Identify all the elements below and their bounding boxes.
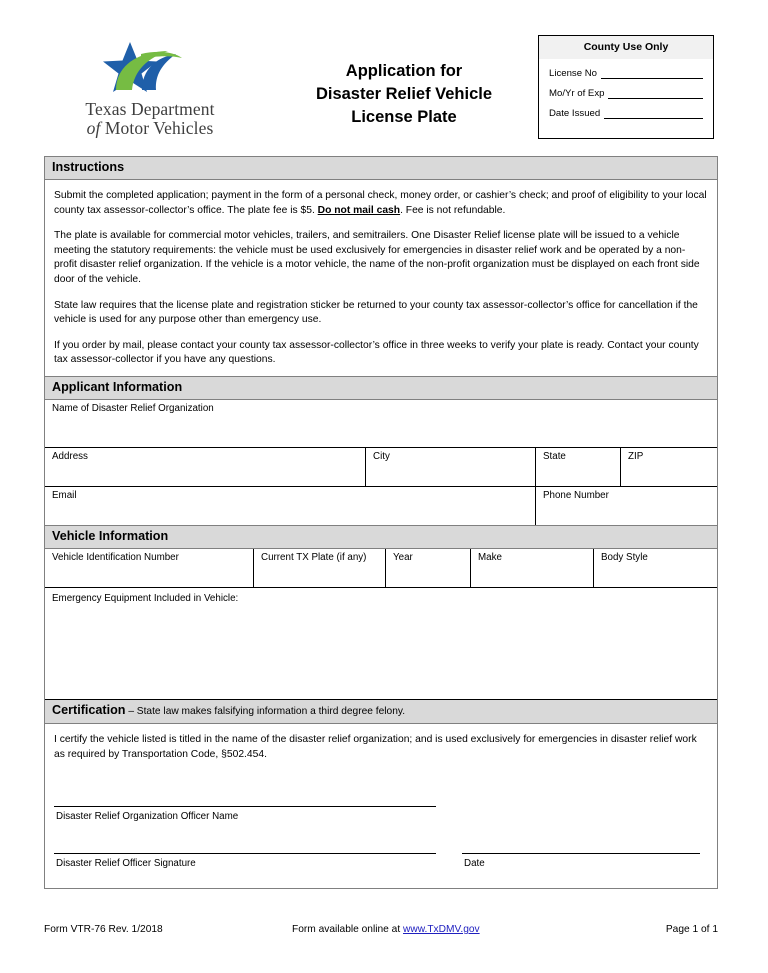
- officer-signature-label: Disaster Relief Officer Signature: [56, 858, 196, 870]
- address-field[interactable]: [45, 448, 366, 486]
- applicant-org-row: [45, 400, 717, 448]
- license-no-label: License No: [549, 68, 597, 79]
- txdmv-website-link[interactable]: www.TxDMV.gov: [403, 924, 480, 935]
- txdmv-logo-icon: [86, 40, 214, 98]
- state-label: State: [543, 450, 566, 462]
- make-label: Make: [478, 551, 502, 563]
- certification-body: [45, 724, 717, 762]
- date-label: Date: [464, 858, 485, 870]
- txdmv-logo-text: [50, 100, 250, 138]
- section-header-applicant-information: [45, 376, 717, 400]
- state-field[interactable]: [536, 448, 621, 486]
- section-header-certification: [45, 700, 717, 724]
- phone-number-label: Phone Number: [543, 489, 609, 501]
- instructions-paragraph-2: The plate is available for commercial motor vehicles, trailers, and semitrailers. One Disaster Relief license plate will be issued to a vehicle meeting the statutory requirements: the vehicle must be used exclusively for emergencies in disaster relief work and be operated by a non-profit disaster relief organization. If the vehicle is a motor vehicle, the name of the non-profit organization must be displayed on each front side door of the vehicle.: [54, 230, 700, 285]
- org-name-label: Name of Disaster Relief Organization: [52, 402, 214, 414]
- county-use-only-title: County Use Only: [539, 36, 713, 59]
- title-line-2: Disaster Relief Vehicle: [315, 85, 493, 103]
- footer-form-id: Form VTR-76 Rev. 1/2018: [44, 924, 163, 935]
- signature-area: [45, 762, 717, 888]
- mo-yr-exp-row: [549, 88, 703, 99]
- emergency-equipment-label: Emergency Equipment Included in Vehicle:: [52, 592, 239, 604]
- certification-subheading: – State law makes falsifying information a third degree felony.: [125, 705, 406, 717]
- section-header-instructions: [45, 157, 717, 180]
- city-field[interactable]: [366, 448, 536, 486]
- current-tx-plate-label: Current TX Plate (if any): [261, 551, 367, 563]
- make-field[interactable]: [471, 549, 594, 587]
- do-not-mail-cash-emphasis: Do not mail cash: [317, 204, 401, 216]
- vin-label: Vehicle Identification Number: [52, 551, 179, 563]
- emergency-equipment-field[interactable]: [45, 588, 717, 700]
- officer-name-label: Disaster Relief Organization Officer Name: [56, 811, 239, 823]
- logo-line-2: of Motor Vehicles: [86, 118, 214, 138]
- title-line-1: Application for: [345, 62, 463, 80]
- section-header-vehicle-information: [45, 525, 717, 549]
- instructions-body: [45, 180, 717, 376]
- certification-heading: Certification: [52, 702, 126, 717]
- date-issued-input[interactable]: [604, 108, 703, 119]
- applicant-information-heading: Applicant Information: [52, 379, 183, 394]
- instructions-paragraph-3: State law requires that the license plate and registration sticker be returned to your county tax assessor-collector’s office for cancellation if the vehicle is used for any purpose other than emergency use.: [54, 299, 698, 326]
- page-footer: [44, 924, 718, 935]
- vehicle-details-row: [45, 549, 717, 588]
- body-style-label: Body Style: [601, 551, 648, 563]
- logo-line-1: Texas Department: [85, 99, 215, 119]
- instructions-heading: Instructions: [52, 160, 125, 174]
- email-label: Email: [52, 489, 77, 501]
- officer-signature-line[interactable]: [54, 853, 436, 854]
- body-style-field[interactable]: [594, 549, 716, 587]
- county-use-only-box: [538, 35, 714, 139]
- mo-yr-exp-label: Mo/Yr of Exp: [549, 88, 605, 99]
- page-title: [259, 60, 549, 129]
- email-field[interactable]: [45, 487, 536, 525]
- zip-label: ZIP: [628, 450, 644, 462]
- title-line-3: License Plate: [351, 108, 457, 126]
- date-issued-label: Date Issued: [549, 108, 601, 119]
- license-no-input[interactable]: [601, 68, 703, 79]
- applicant-address-row: [45, 448, 717, 487]
- page-header: [44, 28, 718, 146]
- date-issued-row: [549, 108, 703, 119]
- instructions-paragraph-4: If you order by mail, please contact your county tax assessor-collector’s office in three weeks to verify your plate is ready. Contact your county tax assessor-collector if you have any questions.: [54, 339, 699, 366]
- zip-field[interactable]: [621, 448, 716, 486]
- instructions-paragraph-1: Submit the completed application; payment in the form of a personal check, money order, or cashier’s check; and proof of eligibility to your local county tax assessor-collector’s office. The plate fee is $5. Do not mail cash. Fee is not refundable.: [54, 190, 707, 216]
- license-no-row: [549, 68, 703, 79]
- org-name-field[interactable]: [45, 400, 717, 447]
- vehicle-information-heading: Vehicle Information: [52, 528, 169, 543]
- txdmv-logo: [50, 40, 250, 138]
- form-body: [44, 156, 718, 889]
- address-label: Address: [52, 450, 88, 462]
- footer-online-availability: Form available online at www.TxDMV.gov: [292, 924, 480, 935]
- city-label: City: [373, 450, 390, 462]
- mo-yr-exp-input[interactable]: [608, 88, 703, 99]
- date-line[interactable]: [462, 853, 700, 854]
- year-label: Year: [393, 551, 413, 563]
- vin-field[interactable]: [45, 549, 254, 587]
- officer-name-line[interactable]: [54, 806, 436, 807]
- footer-page-number: Page 1 of 1: [665, 924, 718, 935]
- county-use-only-fields: [539, 59, 713, 119]
- certification-statement: I certify the vehicle listed is titled in the name of the disaster relief organization; and is used exclusively for emergencies in disaster relief work as required by Transportation Code, §502.454.: [54, 733, 697, 760]
- phone-number-field[interactable]: [536, 487, 716, 525]
- current-tx-plate-field[interactable]: [254, 549, 386, 587]
- applicant-contact-row: [45, 487, 717, 525]
- year-field[interactable]: [386, 549, 471, 587]
